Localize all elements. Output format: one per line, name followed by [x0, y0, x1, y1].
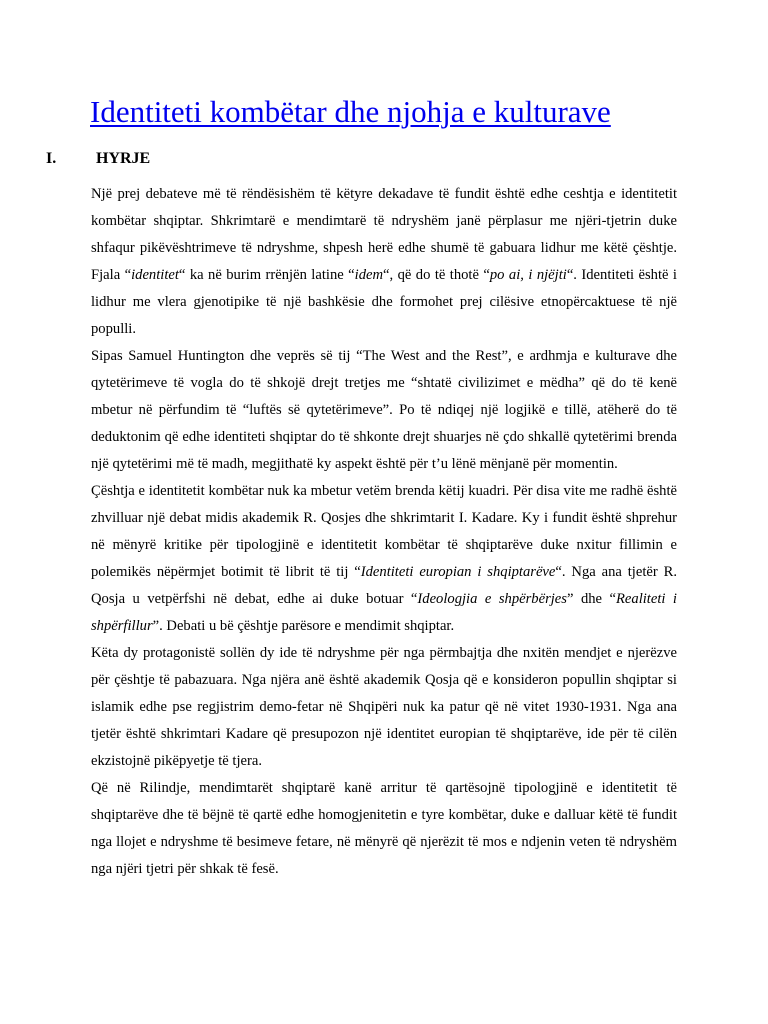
text-run: “. Nga ana tjetër R. Qosja u vetpërfshi në debat, edhe ai duke botuar “ [91, 564, 677, 607]
text-run: Një prej debateve më të rëndësishëm të këtyre dekadave të fundit është edhe ceshtja e identitetit kombëtar shqiptar. Shkrimtarë e mendimtarë të ndryshëm janë përplasur me njëri-tjetrin duke shfaqur pikëvështrimeve të ndryshme, shpesh herë edhe shumë të gabuara lidhur me këtë çështje. Fjala “ [91, 186, 677, 283]
text-run: Këta dy protagonistë sollën dy ide të ndryshme për nga përmbajtja dhe nxitën mendjet e njerëzve për çështje të pabazuara. Nga njëra anë është akademik Qosja që e konsideron popullin shqiptar si islamik edhe pse regjistrim demo-fetar në Shqipëri nuk ka patur që në vitet 1930-1931. Nga ana tjetër është shkrimtari Kadare që presupozon një identitet europian të shqiptarëve, ide për të cilën ekzistojnë pikëpyetje të tjera. [91, 645, 677, 769]
section-number: I. [46, 150, 57, 167]
paragraph [91, 343, 677, 478]
italic-term: idem [354, 267, 384, 283]
italic-book-title: Identiteti europian i shqiptarëve [360, 564, 556, 580]
text-run: Që në Rilindje, mendimtarët shqiptarë kanë arritur të qartësojnë tipologjinë e identitetit të shqiptarëve dhe të bëjnë të qartë edhe homogjenitetin e tyre kombëtar, duke e dalluar këtë të fundit nga llojet e ndryshme të besimeve fetare, në mënyrë që njerëzit të mos e ndjenin veten të ndryshëm nga njëri tjetri për shkak të fesë. [91, 780, 677, 877]
italic-book-title: Realiteti i shpërfillur [91, 591, 677, 634]
document-title [90, 92, 611, 132]
document-body [91, 181, 677, 883]
italic-book-title: Ideologjia e shpërbërjes [417, 591, 567, 607]
section-title: HYRJE [96, 150, 151, 167]
italic-term: po ai, i njëjti [489, 267, 567, 283]
paragraph [91, 640, 677, 775]
text-run: “ ka në burim rrënjën latine “ [178, 267, 355, 283]
text-run: ”. Debati u bë çështje parësore e mendimit shqiptar. [152, 618, 455, 634]
italic-term: identitet [131, 267, 179, 283]
section-heading [46, 148, 150, 170]
document-title-link[interactable]: Identiteti kombëtar dhe njohja e kulturave [90, 94, 611, 129]
text-run: “. Identiteti është i lidhur me vlera gjenotipike të një bashkësie dhe formohet prej cilësive etnopërcaktuese të një populli. [91, 267, 677, 337]
paragraph [91, 478, 677, 640]
text-run: ” dhe “ [566, 591, 616, 607]
paragraph [91, 775, 677, 883]
paragraph [91, 181, 677, 343]
text-run: Çështja e identitetit kombëtar nuk ka mbetur vetëm brenda këtij kuadri. Për disa vite me radhë është zhvilluar një debat midis akademik R. Qosjes dhe shkrimtarit I. Kadare. Ky i fundit është shprehur në mënyrë kritike për tipologjinë e identitetit kombëtar të shqiptarëve duke nxitur fillimin e polemikës nëpërmjet botimit të librit të tij “ [91, 483, 677, 580]
text-run: “, që do të thotë “ [383, 267, 490, 283]
text-run: Sipas Samuel Huntington dhe veprës së tij “The West and the Rest”, e ardhmja e kulturave dhe qytetërimeve të vogla do të shkojë drejt tretjes me “shtatë civilizimet e mëdha” që do të kenë mbetur në përfundim të “luftës së qytetërimeve”. Po të ndiqej një logjikë e tillë, atëherë do të deduktonim që edhe identiteti shqiptar do të shkonte drejt shuarjes në çdo shkallë qytetërimi brenda një qytetërimi më të madh, megjithatë ky aspekt është për t’u lënë mënjanë për momentin. [91, 348, 677, 472]
